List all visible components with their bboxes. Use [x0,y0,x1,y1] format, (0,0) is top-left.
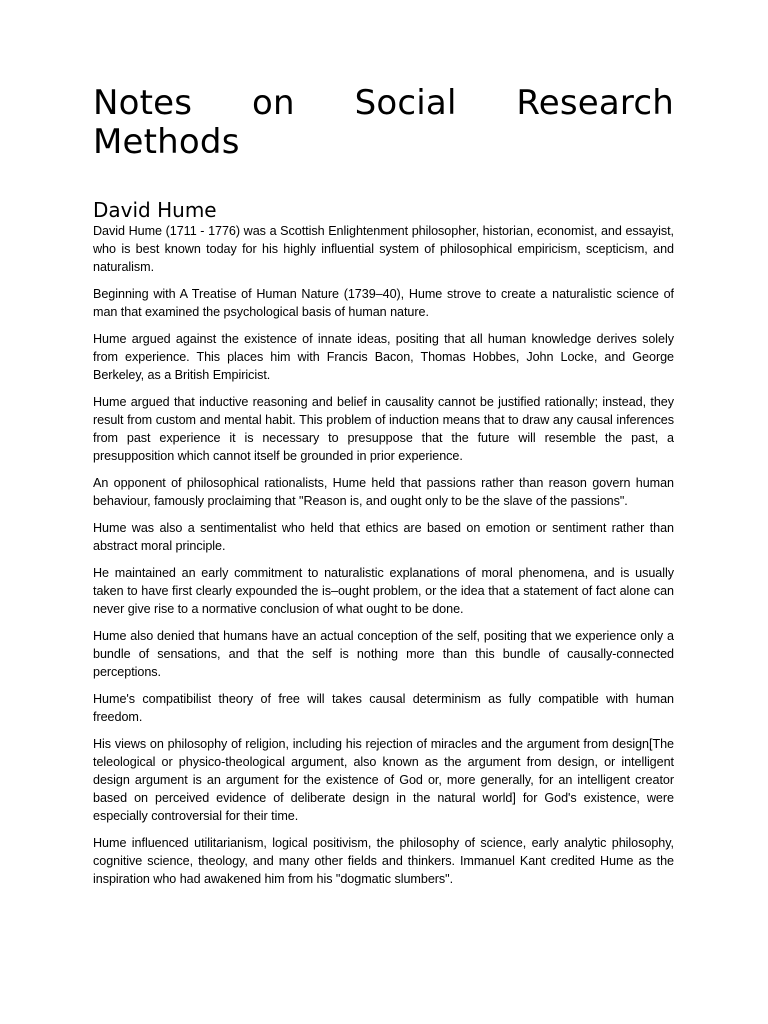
section-heading: David Hume [93,198,217,222]
paragraph: Hume argued against the existence of innate ideas, positing that all human knowledge derives solely from experience. This places him with Francis Bacon, Thomas Hobbes, John Locke, and George Berkeley, as a British Empiricist. [93,332,674,382]
paragraph-list [93,222,674,888]
paragraph: David Hume (1711 - 1776) was a Scottish Enlightenment philosopher, historian, economist, and essayist, who is best known today for his highly influential system of philosophical empiricism, scepticism, and naturalism. [93,224,674,274]
document-title: Notes on Social Research Methods [93,83,674,162]
paragraph: Hume also denied that humans have an actual conception of the self, positing that we experience only a bundle of sensations, and that the self is nothing more than this bundle of causally-connected perceptions. [93,629,674,679]
paragraph: An opponent of philosophical rationalists, Hume held that passions rather than reason govern human behaviour, famously proclaiming that "Reason is, and ought only to be the slave of the passions". [93,476,674,508]
paragraph: Hume was also a sentimentalist who held that ethics are based on emotion or sentiment rather than abstract moral principle. [93,521,674,553]
paragraph: He maintained an early commitment to naturalistic explanations of moral phenomena, and is usually taken to have first clearly expounded the is–ought problem, or the idea that a statement of fact alone can never give rise to a normative conclusion of what ought to be done. [93,566,674,616]
document-page [93,84,674,897]
paragraph: Beginning with A Treatise of Human Nature (1739–40), Hume strove to create a naturalistic science of man that examined the psychological basis of human nature. [93,287,674,319]
paragraph: Hume influenced utilitarianism, logical positivism, the philosophy of science, early analytic philosophy, cognitive science, theology, and many other fields and thinkers. Immanuel Kant credited Hume as the inspiration who had awakened him from his "dogmatic slumbers". [93,836,674,886]
paragraph: Hume's compatibilist theory of free will takes causal determinism as fully compatible with human freedom. [93,692,674,724]
paragraph: His views on philosophy of religion, including his rejection of miracles and the argument from design[The teleological or physico-theological argument, also known as the argument from design, or intelligent design argument is an argument for the existence of God or, more generally, for an intelligent creator based on perceived evidence of deliberate design in the natural world] for God's existence, were especially controversial for their time. [93,737,674,823]
paragraph: Hume argued that inductive reasoning and belief in causality cannot be justified rationally; instead, they result from custom and mental habit. This problem of induction means that to draw any causal inferences from past experience it is necessary to presuppose that the future will resemble the past, a presupposition which cannot itself be grounded in prior experience. [93,395,674,463]
